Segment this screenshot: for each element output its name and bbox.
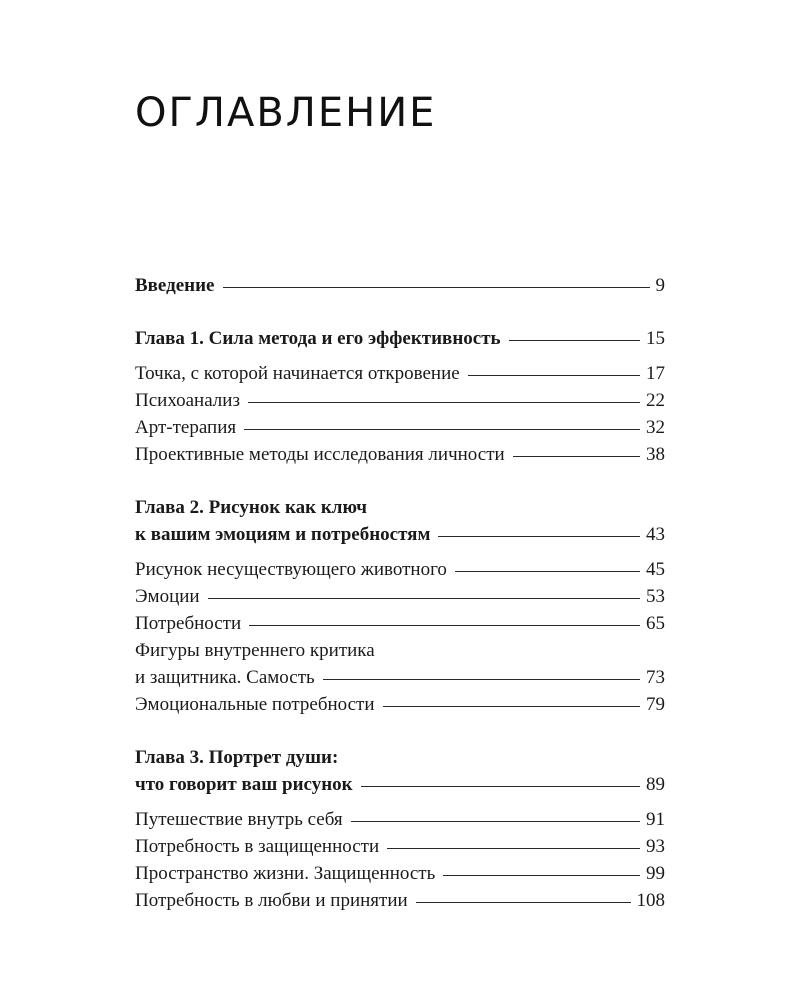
toc-page-number: 15 xyxy=(646,328,665,349)
toc-entry-section[interactable] xyxy=(135,806,665,833)
toc-entry-introduction[interactable] xyxy=(135,272,665,299)
toc-entry-chapter-3[interactable] xyxy=(135,744,665,798)
toc-entry-chapter-1[interactable] xyxy=(135,325,665,352)
toc-page-number: 91 xyxy=(646,809,665,830)
toc-entry-section[interactable] xyxy=(135,833,665,860)
toc-page-number: 43 xyxy=(646,524,665,545)
toc-page-number: 53 xyxy=(646,586,665,607)
toc-entry-title: что говорит ваш рисунок xyxy=(135,774,353,795)
toc-entry-chapter-2[interactable] xyxy=(135,494,665,548)
toc-entry-section[interactable] xyxy=(135,610,665,637)
dot-leader xyxy=(361,786,640,787)
dot-leader xyxy=(249,625,640,626)
toc-entry-title: Пространство жизни. Защищенность xyxy=(135,863,436,884)
toc-entry-title: Рисунок несуществующего животного xyxy=(135,559,447,580)
dot-leader xyxy=(468,375,640,376)
toc-page-number: 99 xyxy=(646,863,665,884)
dot-leader xyxy=(387,848,640,849)
toc-page-number: 73 xyxy=(646,667,665,688)
toc-entry-title-line: Глава 3. Портрет души: xyxy=(135,747,339,768)
toc-entry-title: Путешествие внутрь себя xyxy=(135,809,343,830)
toc-page-number: 38 xyxy=(646,444,665,465)
toc-entry-title: Введение xyxy=(135,275,215,296)
dot-leader xyxy=(383,706,640,707)
toc-entry-title: Потребности xyxy=(135,613,242,634)
dot-leader xyxy=(244,429,640,430)
dot-leader xyxy=(351,821,640,822)
toc-entry-section[interactable] xyxy=(135,556,665,583)
dot-leader xyxy=(513,456,640,457)
toc-entry-title: Эмоции xyxy=(135,586,200,607)
toc-entry-section[interactable] xyxy=(135,360,665,387)
toc-page-number: 65 xyxy=(646,613,665,634)
toc-entry-title: и защитника. Самость xyxy=(135,667,315,688)
toc-entry-title: Точка, с которой начинается откровение xyxy=(135,363,460,384)
dot-leader xyxy=(248,402,640,403)
toc-page-number: 108 xyxy=(636,890,665,911)
dot-leader xyxy=(323,679,640,680)
toc-entry-title: Арт-терапия xyxy=(135,417,237,438)
toc-page-number: 32 xyxy=(646,417,665,438)
toc-entry-title: Потребность в любви и принятии xyxy=(135,890,408,911)
toc-entry-title-line: Фигуры внутреннего критика xyxy=(135,640,375,661)
toc-entry-section[interactable] xyxy=(135,583,665,610)
toc-entry-section[interactable] xyxy=(135,414,665,441)
toc-page-number: 93 xyxy=(646,836,665,857)
dot-leader xyxy=(509,340,640,341)
toc-entry-section[interactable] xyxy=(135,691,665,718)
toc-entry-section[interactable] xyxy=(135,441,665,468)
toc-entry-title: Эмоциональные потребности xyxy=(135,694,375,715)
toc-entry-section[interactable] xyxy=(135,387,665,414)
dot-leader xyxy=(416,902,631,903)
toc-entry-title-line: Глава 2. Рисунок как ключ xyxy=(135,497,367,518)
toc-entry-section[interactable] xyxy=(135,887,665,914)
toc-entry-title: Психоанализ xyxy=(135,390,240,411)
dot-leader xyxy=(208,598,640,599)
toc-page-number: 22 xyxy=(646,390,665,411)
toc-entry-title: Потребность в защищенности xyxy=(135,836,380,857)
toc-entry-title: Глава 1. Сила метода и его эффективность xyxy=(135,328,501,349)
toc-page-number: 45 xyxy=(646,559,665,580)
page-title: ОГЛАВЛЕНИЕ xyxy=(135,90,437,136)
dot-leader xyxy=(455,571,640,572)
dot-leader xyxy=(438,536,640,537)
dot-leader xyxy=(443,875,640,876)
toc-page-number: 79 xyxy=(646,694,665,715)
dot-leader xyxy=(223,287,650,288)
toc-page-number: 17 xyxy=(646,363,665,384)
toc-entry-title: к вашим эмоциям и потребностям xyxy=(135,524,431,545)
toc-entry-section[interactable] xyxy=(135,637,665,691)
toc-entry-title: Проективные методы исследования личности xyxy=(135,444,505,465)
toc-page-number: 9 xyxy=(655,275,665,296)
toc-page-number: 89 xyxy=(646,774,665,795)
table-of-contents xyxy=(135,272,665,914)
toc-entry-section[interactable] xyxy=(135,860,665,887)
